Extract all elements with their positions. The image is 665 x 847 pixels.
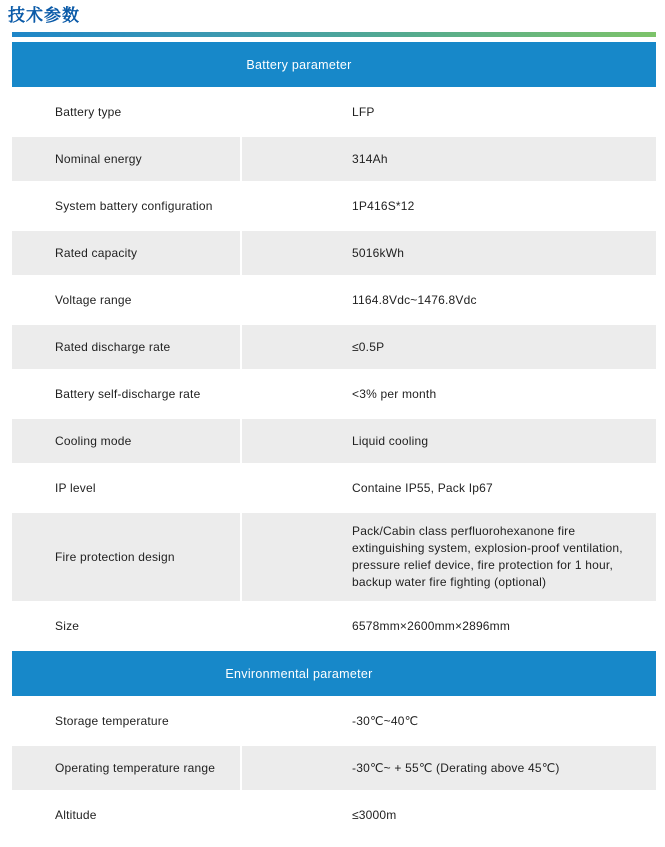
row-value: Liquid cooling <box>242 419 656 463</box>
row-value: Pack/Cabin class perfluorohexanone fire extinguishing system, explosion-proof ventilation, pressure relief device, fire protection for 1 hour, backup water fire fighting (optional) <box>242 513 656 601</box>
row-value: 314Ah <box>242 137 656 181</box>
environmental-section-header <box>12 651 656 696</box>
row-label: Rated capacity <box>12 231 240 275</box>
row-value: 1164.8Vdc~1476.8Vdc <box>352 292 477 307</box>
table-row-nominal-energy <box>12 137 656 181</box>
table-row-battery-type <box>12 87 656 137</box>
table-row-fire-protection-design <box>12 513 656 601</box>
table-row-altitude <box>12 790 656 840</box>
row-label: Fire protection design <box>12 513 240 601</box>
environmental-section-title: Environmental parameter <box>225 666 373 681</box>
table-row-rated-discharge-rate <box>12 325 656 369</box>
row-label: Battery type <box>55 105 122 119</box>
table-row-size <box>12 601 656 651</box>
table-row-operating-temperature-range <box>12 746 656 790</box>
row-value: ≤3000m <box>352 807 397 822</box>
battery-section-title: Battery parameter <box>246 57 352 72</box>
row-value: ≤0.5P <box>242 325 656 369</box>
row-label: Rated discharge rate <box>12 325 240 369</box>
battery-parameter-table <box>12 87 656 651</box>
page-title: 技术参数 <box>8 6 80 25</box>
row-value: 1P416S*12 <box>352 198 415 213</box>
table-row-system-battery-configuration <box>12 181 656 231</box>
row-label: IP level <box>55 481 96 495</box>
row-label: Voltage range <box>55 293 132 307</box>
battery-section-header <box>12 42 656 87</box>
row-value: Containe IP55, Pack Ip67 <box>352 480 493 495</box>
row-value: -30℃~40℃ <box>352 713 419 728</box>
row-label: Size <box>55 619 80 633</box>
row-value: 5016kWh <box>242 231 656 275</box>
environmental-parameter-table <box>12 696 656 840</box>
row-value: 6578mm×2600mm×2896mm <box>352 618 511 633</box>
table-row-ip-level <box>12 463 656 513</box>
row-label: System battery configuration <box>55 199 213 213</box>
row-value: LFP <box>352 104 375 119</box>
gradient-divider-bar <box>12 32 656 37</box>
table-row-rated-capacity <box>12 231 656 275</box>
table-row-battery-self-discharge-rate <box>12 369 656 419</box>
row-label: Nominal energy <box>12 137 240 181</box>
row-label: Operating temperature range <box>12 746 240 790</box>
row-value: <3% per month <box>352 386 437 401</box>
table-row-voltage-range <box>12 275 656 325</box>
row-label: Cooling mode <box>12 419 240 463</box>
row-label: Storage temperature <box>55 714 169 728</box>
row-label: Altitude <box>55 808 97 822</box>
row-label: Battery self-discharge rate <box>55 387 201 401</box>
table-row-storage-temperature <box>12 696 656 746</box>
table-row-cooling-mode <box>12 419 656 463</box>
row-value: -30℃~ + 55℃ (Derating above 45℃) <box>242 746 656 790</box>
